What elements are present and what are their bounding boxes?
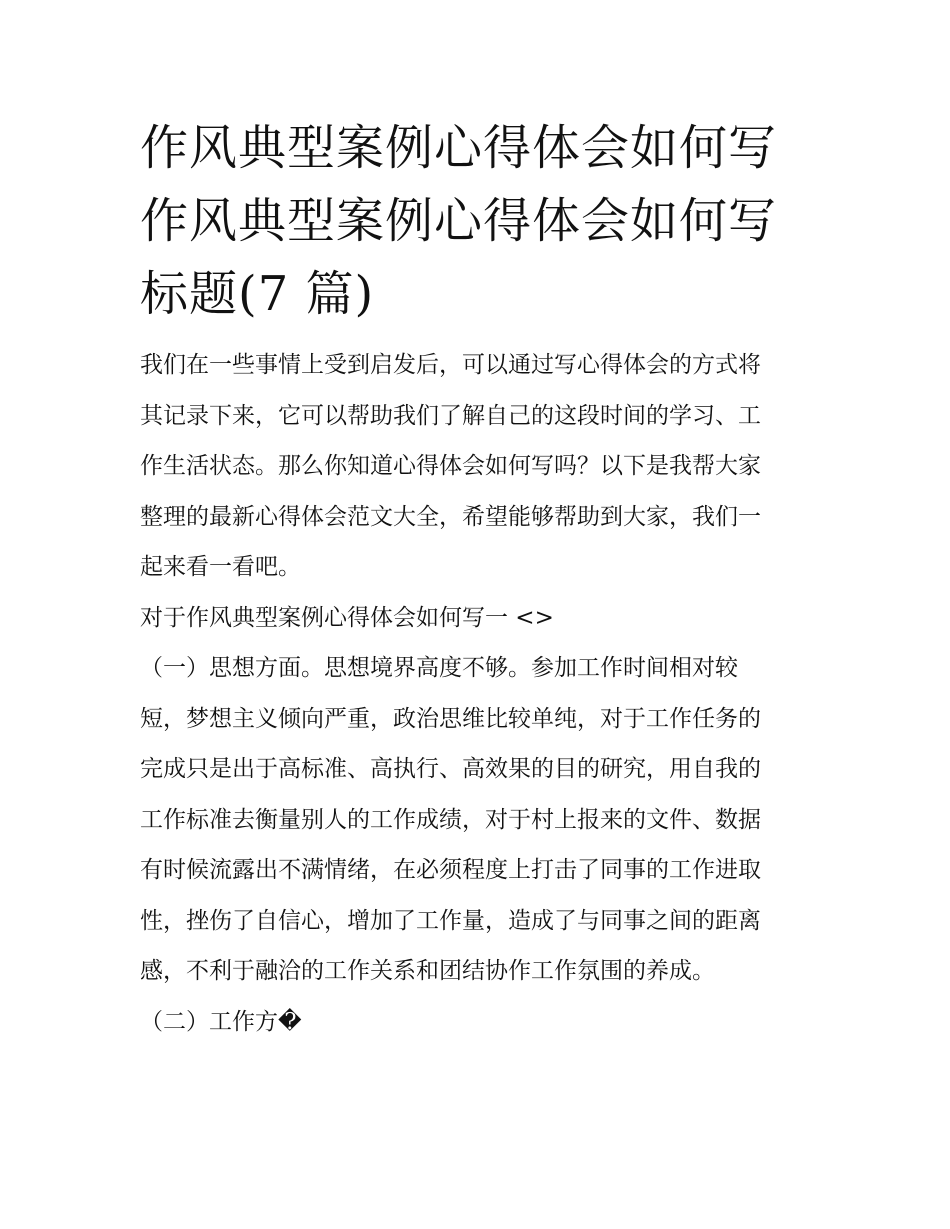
title-line: 标题(7 篇) — [140, 266, 375, 322]
text-line: 起来看一看吧。 — [140, 554, 301, 580]
section-heading: 对于作风典型案例心得体会如何写一 <> — [140, 604, 554, 631]
text-line: （一）思想方面。思想境界高度不够。参加工作时间相对较 — [140, 655, 738, 681]
document-body — [140, 340, 820, 1047]
text-line: 短，梦想主义倾向严重，政治思维比较单纯，对于工作任务的 — [140, 705, 761, 732]
section-two-fragment: （二）工作方� — [140, 1008, 302, 1035]
title-line: 作风典型案例心得体会如何写 — [140, 193, 778, 249]
text-line: 感，不利于融洽的工作关系和团结协作工作氛围的养成。 — [140, 958, 715, 984]
text-line: 有时候流露出不满情绪，在必须程度上打击了同事的工作进取 — [140, 857, 761, 883]
text-line: 工作标准去衡量别人的工作成绩，对于村上报来的文件、数据 — [140, 806, 761, 833]
text-line: 完成只是出于高标准、高执行、高效果的目的研究，用自我的 — [140, 756, 761, 782]
title-line: 作风典型案例心得体会如何写 — [140, 120, 778, 176]
document-title — [140, 112, 820, 331]
text-line: 性，挫伤了自信心，增加了工作量，造成了与同事之间的距离 — [140, 907, 761, 934]
section-one-paragraph — [140, 643, 820, 997]
text-line: 作生活状态。那么你知道心得体会如何写吗？以下是我帮大家 — [140, 453, 761, 479]
text-line: 我们在一些事情上受到启发后，可以通过写心得体会的方式将 — [140, 352, 761, 378]
text-line: 整理的最新心得体会范文大全，希望能够帮助到大家，我们一 — [140, 503, 761, 530]
document-page — [140, 112, 820, 1047]
intro-paragraph — [140, 340, 820, 593]
text-line: 其记录下来，它可以帮助我们了解自己的这段时间的学习、工 — [140, 402, 761, 429]
